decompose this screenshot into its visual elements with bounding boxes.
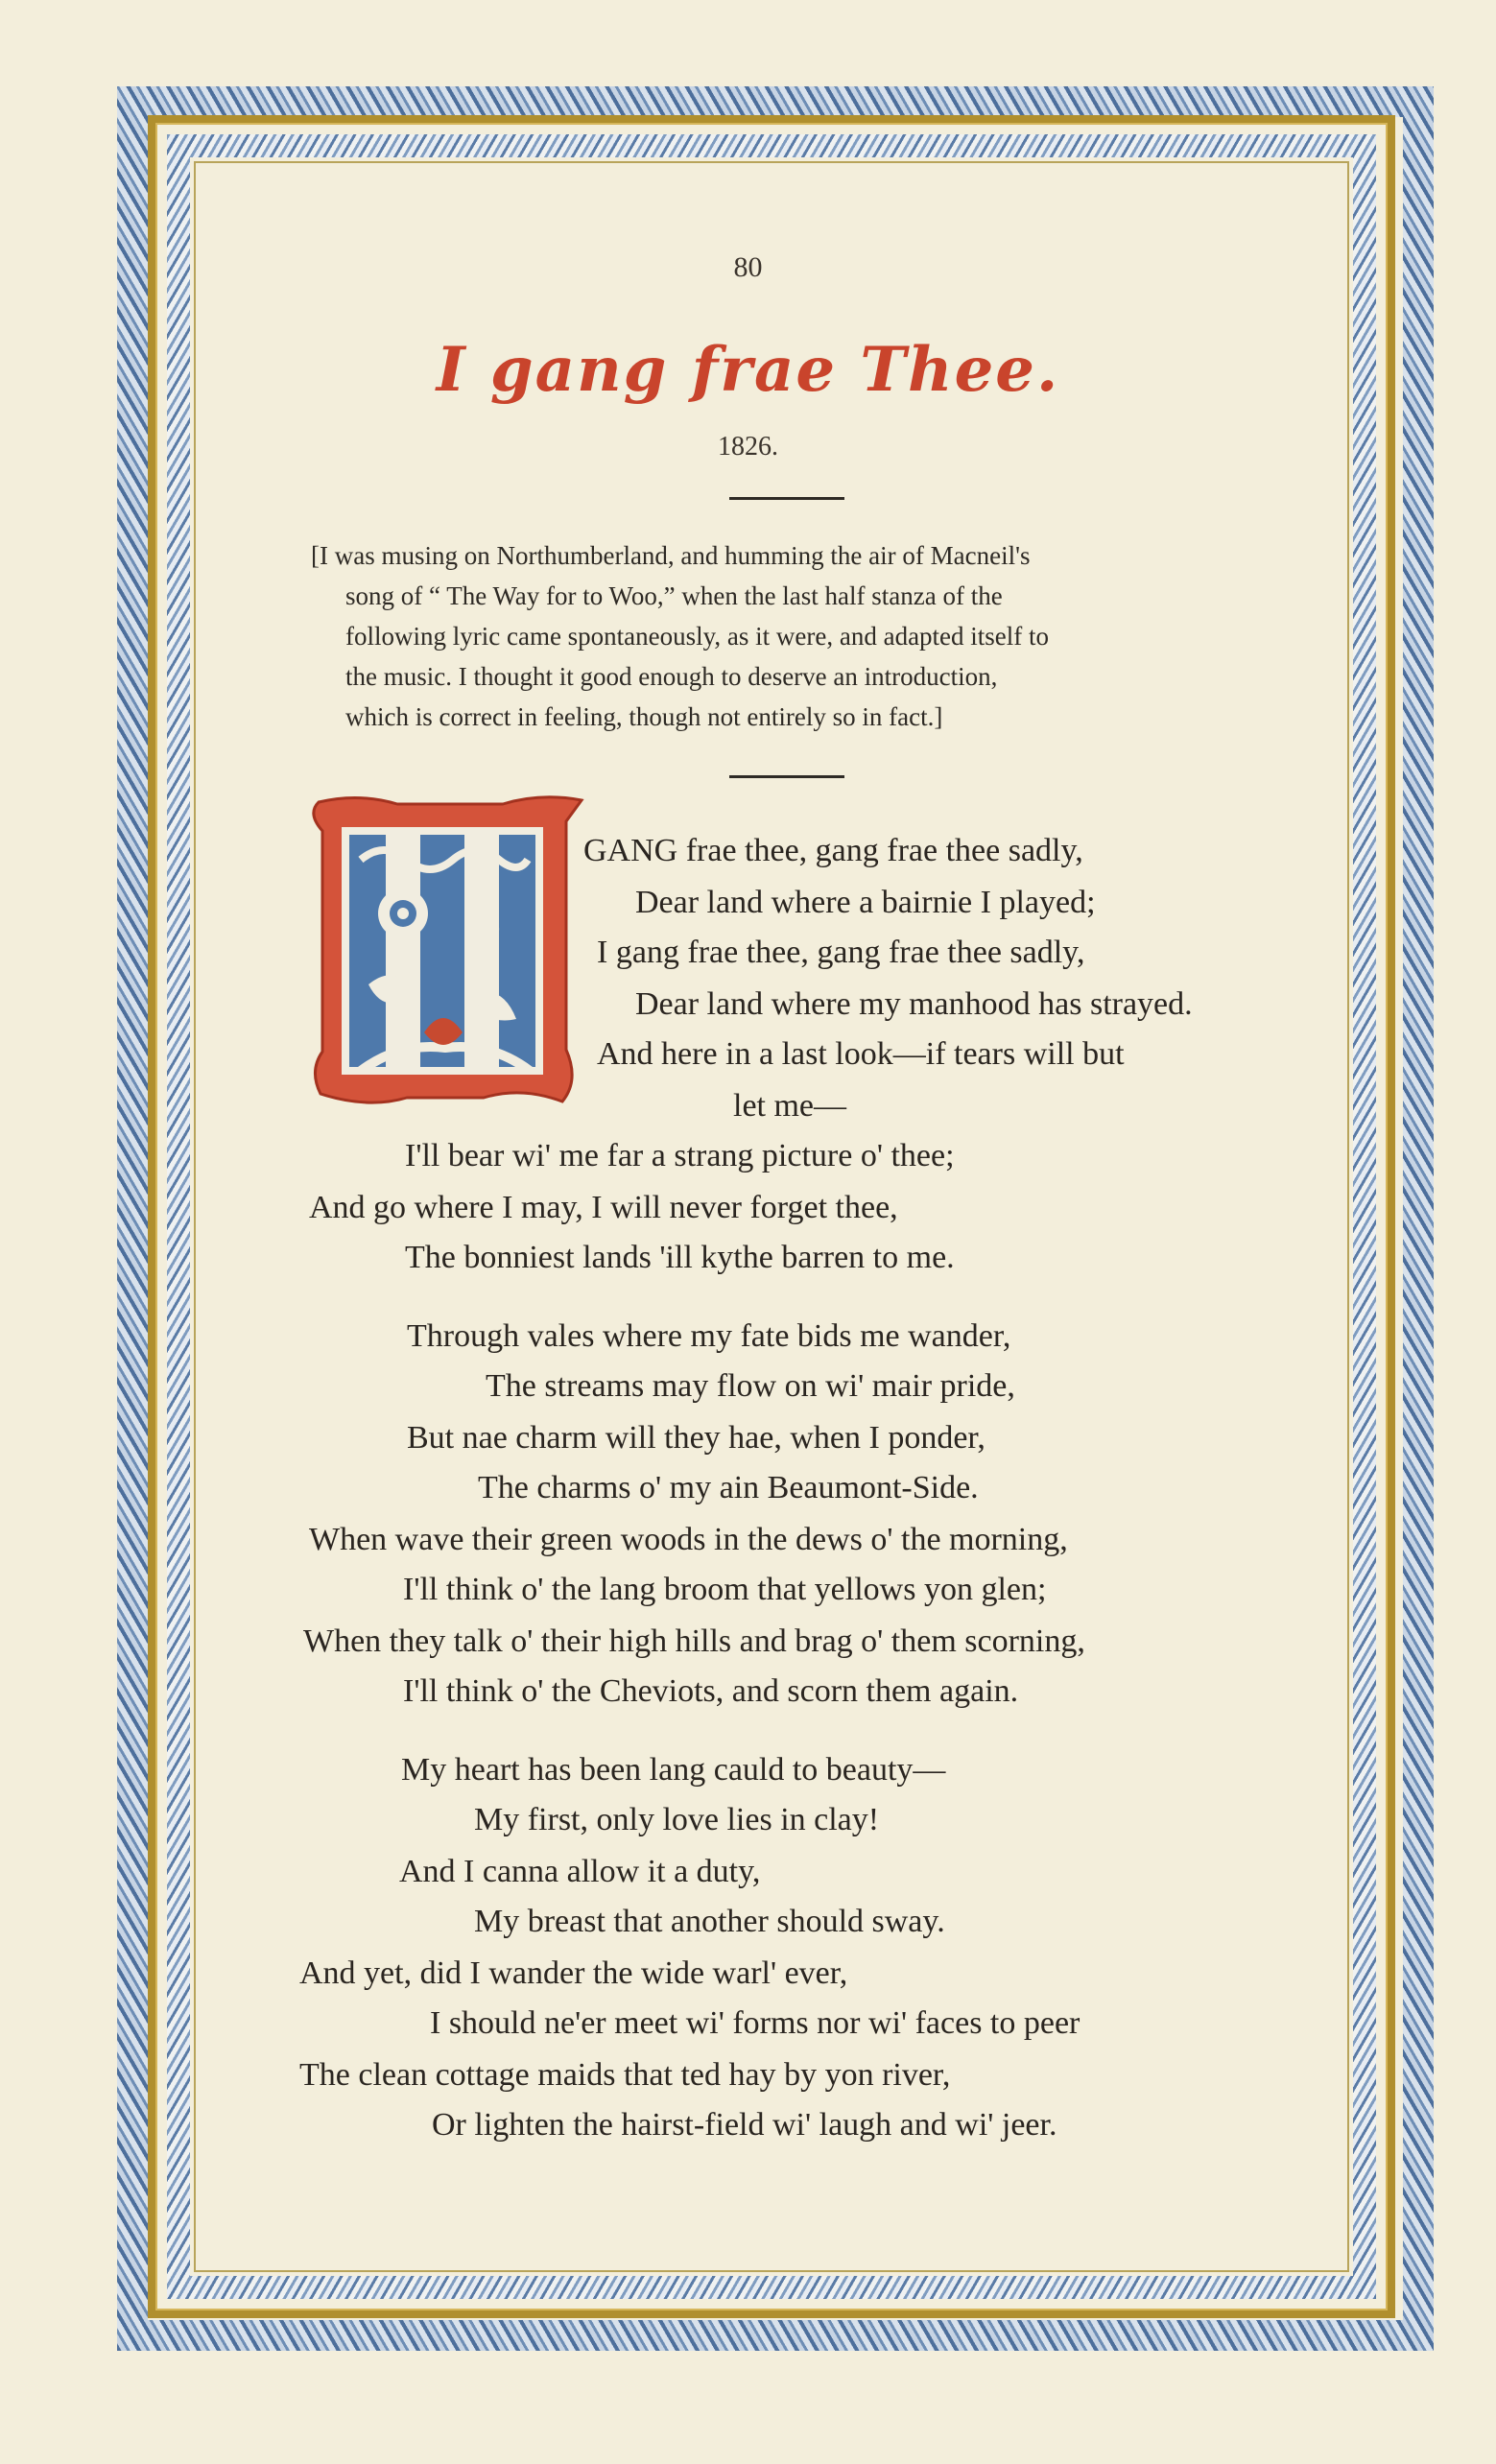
poem-line: I gang frae thee, gang frae thee sadly, (597, 935, 1085, 970)
intro-line: following lyric came spontaneously, as it were, and adapted itself to (345, 622, 1050, 651)
poem-year: 1826. (718, 432, 778, 462)
poem-line: The bonniest lands 'ill kythe barren to me. (405, 1240, 955, 1275)
poem-line: GANG frae thee, gang frae thee sadly, (583, 833, 1083, 868)
poem-line: When they talk o' their high hills and brag o' them scorning, (303, 1623, 1085, 1659)
poem-line: The charms o' my ain Beaumont-Side. (478, 1470, 979, 1505)
poem-line: Dear land where a bairnie I played; (635, 885, 1096, 920)
poem-line: I'll bear wi' me far a strang picture o' thee; (405, 1138, 955, 1173)
poem-line: My heart has been lang cauld to beauty— (401, 1752, 946, 1788)
intro-line: [I was musing on Northumberland, and humming the air of Macneil's (311, 541, 1031, 570)
poem-line: My first, only love lies in clay! (474, 1802, 880, 1837)
poem-line: When wave their green woods in the dews o' the morning, (309, 1522, 1068, 1557)
intro-line: which is correct in feeling, though not entirely so in fact.] (345, 702, 943, 731)
poem-line: And go where I may, I will never forget thee, (309, 1190, 898, 1225)
intro-line: song of “ The Way for to Woo,” when the last half stanza of the (345, 581, 1003, 610)
page-number: 80 (733, 251, 763, 283)
poem-line: My breast that another should sway. (474, 1904, 945, 1939)
poem-line: The clean cottage maids that ted hay by yon river, (299, 2057, 951, 2093)
poem-line: But nae charm will they hae, when I ponder, (407, 1420, 985, 1456)
intro-line: the music. I thought it good enough to deserve an introduction, (345, 662, 998, 691)
poem-line: let me— (733, 1088, 847, 1124)
poem-title: I gang frae Thee. (436, 334, 1060, 406)
poem-line: And yet, did I wander the wide warl' ever, (299, 1955, 848, 1991)
poem-line: The streams may flow on wi' mair pride, (486, 1368, 1015, 1404)
poem-line: Or lighten the hairst-field wi' laugh and wi' jeer. (432, 2107, 1057, 2143)
poem-line: Dear land where my manhood has strayed. (635, 986, 1193, 1022)
poem-line: Through vales where my fate bids me wander, (407, 1318, 1011, 1354)
poem-line: I should ne'er meet wi' forms nor wi' faces to peer (430, 2005, 1080, 2041)
poem-line: And here in a last look—if tears will but (597, 1036, 1125, 1072)
poem-line: I'll think o' the Cheviots, and scorn them again. (403, 1673, 1019, 1709)
poem-line: I'll think o' the lang broom that yellows yon glen; (403, 1572, 1047, 1607)
poem-line: And I canna allow it a duty, (399, 1854, 761, 1889)
